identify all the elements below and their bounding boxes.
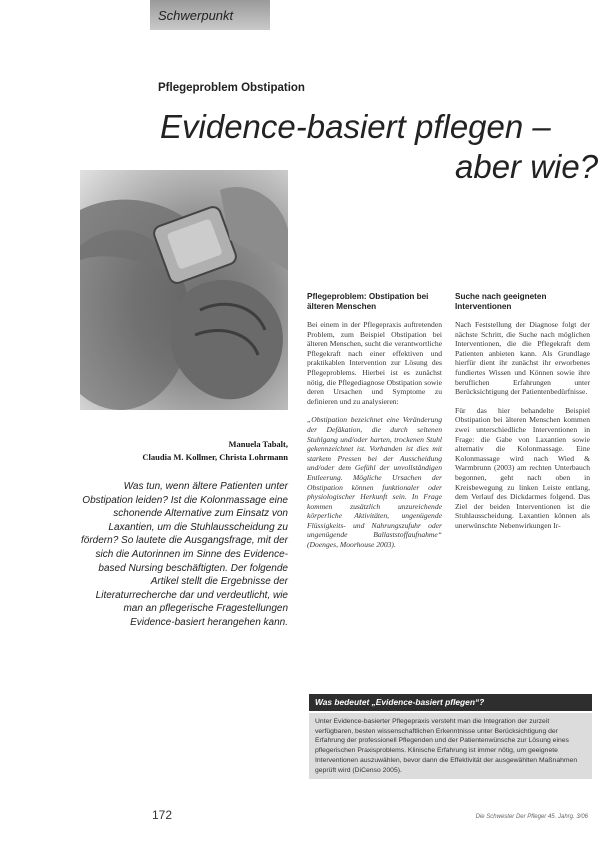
column-1-paragraph: Bei einem in der Pflegepraxis auftretenden Problem, zum Beispiel Obstipation bei älteren Menschen, sucht die verantwortliche Pflegekraft nach einer effektiven und praktikablen Intervention zur Lösung des Pflegeproblems. Hierbei ist es zunächst nötig, die Pflegediagnose Obstipation sowie deren Ursachen und Symptome zu definieren und zu analysieren: — [307, 320, 442, 406]
column-2-paragraph-2: Für das hier behandelte Beispiel Obstipation bei älteren Menschen kommen zwei unterschiedliche Interventionen in Frage: die Gabe von Laxantien sowie alternativ die Kolonmassage. Eine Kolonmassage wird nach Wied & Warmbrunn (2003) am rechten Unterbauch begonnen, geht nach oben in Kreisbewegung zu linken Leiste entlang, dem Verlauf des Dickdarmes folgend. Das Ziel der beiden Interventionen ist die Stuhlausscheidung. Laxantien können als unerwünschte Nebenwirkungen Ir- — [455, 405, 590, 530]
kicker: Pflegeproblem Obstipation — [158, 82, 305, 94]
author-byline — [80, 438, 288, 464]
author-line-2: Claudia M. Kollmer, Christa Lohrmann — [142, 452, 288, 462]
column-2 — [455, 292, 590, 539]
author-line-1: Manuela Tabalt, — [228, 439, 288, 449]
page-number: 172 — [152, 808, 173, 822]
column-2-heading: Suche nach geeigneten Interventionen — [455, 292, 547, 311]
info-box-body: Unter Evidence-basierter Pflegepraxis versteht man die Integration der zurzeit verfügbaren, besten wissenschaftlichen Erkenntnisse unter Berücksichtigung der Erfahrung der professionell Pflegenden und der Patientenwünsche zur Lösung eines pflegerischen Praxisproblems. Klinische Erfahrung ist immer nötig, um geeignete Interventionen auszuwählen, bevor dann die Effektivität der ausgewählten Maßnahmen geprüft wird (DiCenso 2005). — [309, 713, 592, 779]
photo-illustration — [80, 170, 288, 410]
section-tab — [150, 0, 270, 30]
column-2-paragraph-1: Nach Feststellung der Diagnose folgt der nächste Schritt, die Suche nach möglichen Interventionen, die die Pflegekraft dem Patienten anbieten kann. Als Grundlage hierfür dient ihr zunächst ihr erworbenes fundiertes Wissen und Können sowie ihre beruflichen Erfahrungen unter Berücksichtigung der Patientenbedürfnisse. — [455, 320, 590, 397]
column-1-heading: Pflegeproblem: Obstipation bei älteren Menschen — [307, 292, 429, 311]
title-line-2: aber wie? — [455, 148, 599, 185]
title-line-1: Evidence-basiert pflegen – — [160, 108, 551, 145]
column-1-quote: „Obstipation bezeichnet eine Veränderung der Defäkation, die durch seltenen Stuhlgang und/oder harten, trockenen Stuhl gekennzeichnet ist. Vorhanden ist dies mit starkem Pressen bei der Ausscheidung und/oder dem Gefühl der unvollständigen Entleerung. Mögliche Ursachen der Obstipation können funktionaler oder physiologischer Herkunft sein. In Frage kommen zusätzlich unzureichende körperliche Aktivitäten, ungenügende Flüssigkeits- und Nahrungszufuhr oder ungenügende Ballaststoffaufnahme“ (Doenges, Moorhouse 2003). — [307, 415, 442, 550]
intro-lead: Was tun, wenn ältere Patienten unter Obstipation leiden? Ist die Kolonmassage eine schonende Alternative zum Einsatz von Laxantien, um die Stuhlausscheidung zu fördern? So lautete die Ausgangsfrage, mit der sich die Autorinnen im Sinne des Evidence-based Nursing beschäftigten. Der folgende Artikel stellt die Ergebnisse der Literaturrecherche dar und verdeutlicht, wie man an pflegerische Fragestellungen Evidence-basiert herangehen kann. — [81, 481, 288, 628]
journal-footer: Die Schwester Der Pfleger 45. Jahrg. 3/06 — [475, 814, 588, 820]
photo-hands-medicine-cup — [80, 170, 288, 410]
section-label: Schwerpunkt — [158, 8, 234, 23]
info-box-header — [309, 694, 592, 711]
info-box-title: Was bedeutet „Evidence-basiert pflegen“? — [315, 697, 485, 707]
column-1 — [307, 292, 442, 559]
